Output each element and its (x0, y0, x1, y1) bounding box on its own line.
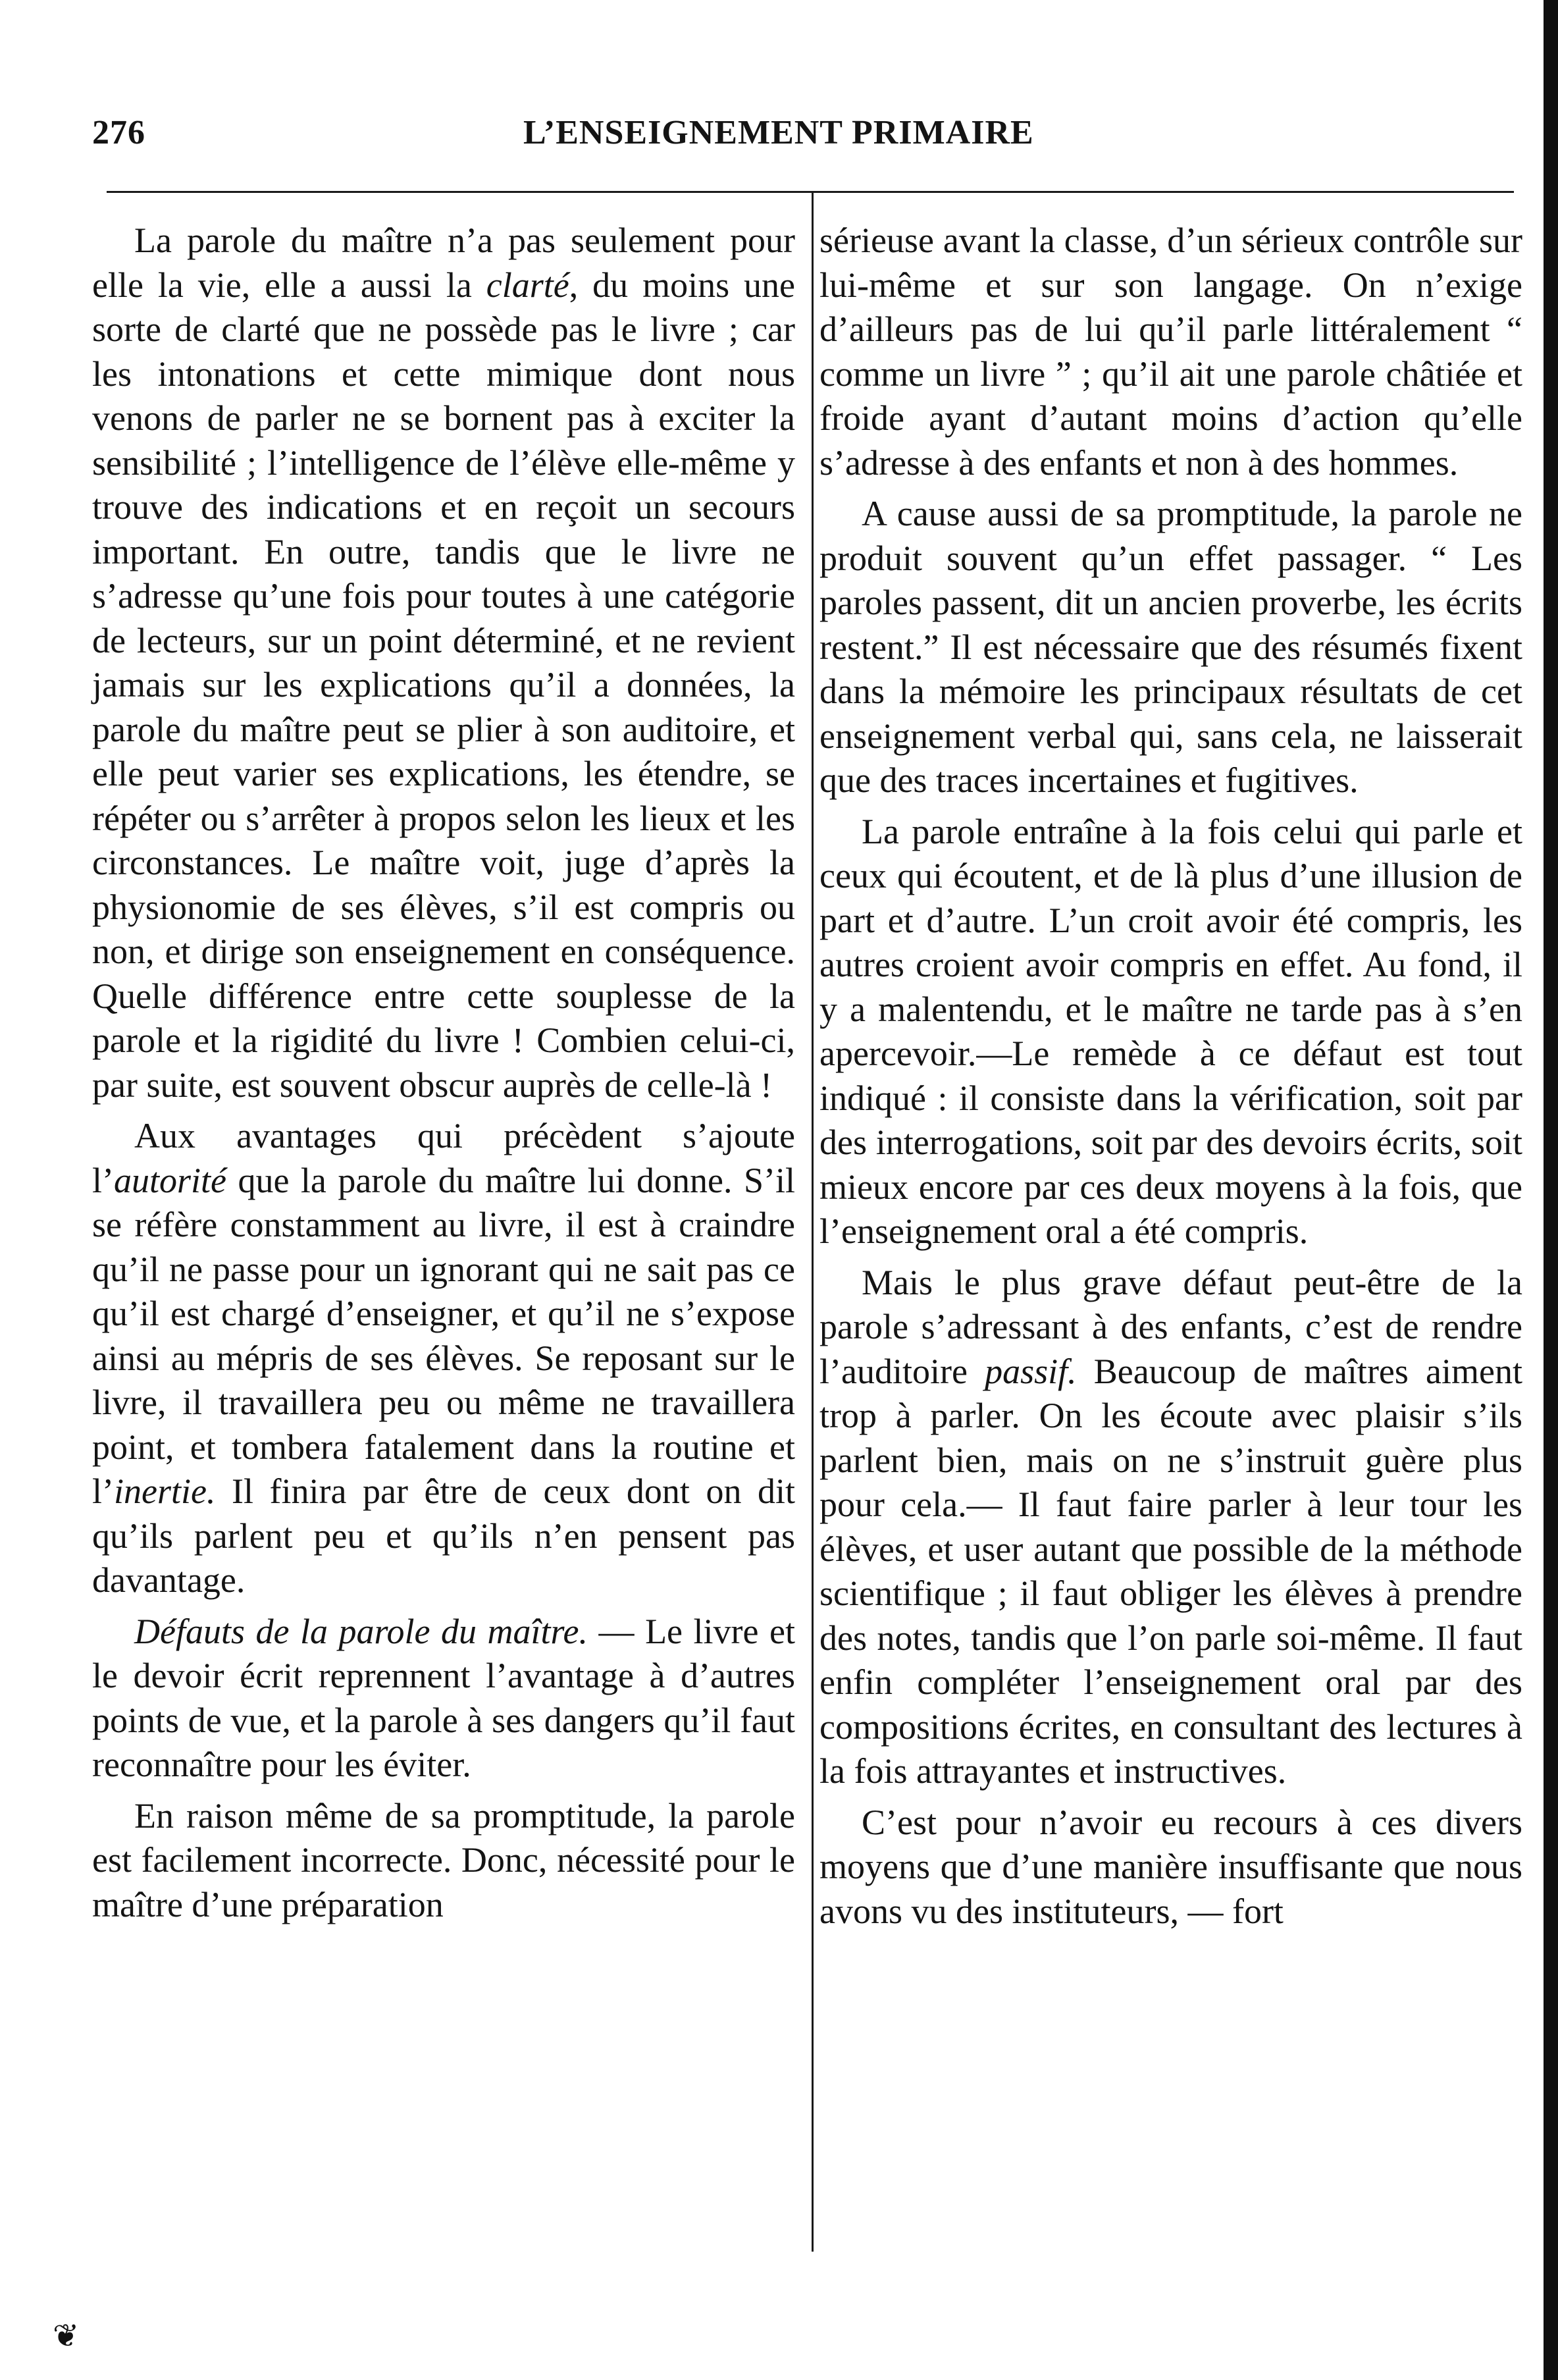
header-rule (107, 191, 1514, 193)
column-divider (812, 191, 814, 2252)
emphasis-clarte: clarté (486, 265, 569, 305)
running-title: L’ENSEIGNEMENT PRIMAIRE (523, 114, 1034, 151)
section-heading-defauts: Défauts de la parole du maître. (134, 1611, 588, 1651)
right-column (819, 219, 1522, 1934)
paragraph-effet-passager: A cause aussi de sa promptitude, la parole ne produit souvent qu’un effet passager. “ Les paroles passent, dit un ancien proverbe, les écrits restent.” Il est nécessaire que des résumés fixent dans la mémoire les principaux résultats de cet enseignement verbal qui, sans cela, ne laisserait que des traces incertaines et fugitives. (819, 494, 1522, 800)
paragraph-continuation: sérieuse avant la classe, d’un sérieux contrôle sur lui-même et sur son langage. On n’exige d’ailleurs pas de lui qu’il parle littéralement “ comme un livre ” ; qu’il ait une parole châtiée et froide ayant d’autant moins d’action qu’elle s’adresse à des enfants et non à des hommes. (819, 221, 1522, 483)
paragraph-illusion: La parole entraîne à la fois celui qui parle et ceux qui écoutent, et de là plus d’une illusion de part et d’autre. L’un croit avoir été compris, les autres croient avoir compris en effet. Au fond, il y a malentendu, et le maître ne tarde pas à s’en apercevoir.—Le remède à ce défaut est tout indiqué : il consiste dans la vérification, soit par des interrogations, soit par des devoirs écrits, soit mieux encore par ces deux moyens à la fois, que l’enseignement oral a été compris. (819, 811, 1522, 1251)
paragraph-passif: Mais le plus grave défaut peut-être de la parole s’adressant à des enfants, c’est de rendre l’auditoire passif. Beaucoup de maîtres aiment trop à parler. On les écoute avec plaisir s’ils parlent bien, mais on ne s’instruit guère plus pour cela.— Il faut faire parler à leur tour les élèves, et user autant que possible de la méthode scientifique ; il faut obliger les élèves à prendre des notes, tandis que l’on parle soi-même. Il faut enfin compléter l’enseignement oral par des compositions écrites, en consultant des lectures à la fois attrayantes et instructives. (819, 1262, 1522, 1791)
paragraph-insuffisante: C’est pour n’avoir eu recours à ces divers moyens que d’une manière insuffisante que nous avons vu des instituteurs, — fort (819, 1802, 1522, 1931)
emphasis-autorite: autorité (114, 1160, 226, 1200)
emphasis-passif: passif. (985, 1351, 1077, 1391)
emphasis-inertie: inertie. (114, 1471, 216, 1511)
paragraph-promptitude: En raison même de sa promptitude, la parole est facilement incorrecte. Donc, nécessité pour le maître d’une préparation (92, 1795, 795, 1924)
left-column (92, 219, 795, 1927)
paragraph-autorite: Aux avantages qui précèdent s’ajoute l’autorité que la parole du maître lui donne. S’il se réfère constamment au livre, il est à craindre qu’il ne passe pour un ignorant qui ne sait pas ce qu’il est chargé d’enseigner, et qu’il ne s’expose ainsi au mépris de ses élèves. Se reposant sur le livre, il travaillera peu ou même ne travaillera point, et tombera fatalement dans la routine et l’inertie. Il finira par être de ceux dont on dit qu’ils parlent peu et qu’ils n’en pensent pas davantage. (92, 1116, 795, 1600)
scan-edge-shadow (1544, 0, 1558, 2380)
ink-blot: ❦ (53, 2319, 80, 2354)
paragraph-clarte: La parole du maître n’a pas seulement pour elle la vie, elle a aussi la clarté, du moins une sorte de clarté que ne possède pas le livre ; car les intonations et cette mimique dont nous venons de parler ne se bornent pas à exciter la sensibilité ; l’intelligence de l’élève elle-même y trouve des indications et en reçoit un secours important. En outre, tandis que le livre ne s’adresse qu’une fois pour toutes à une catégorie de lecteurs, sur un point déterminé, et ne revient jamais sur les explications qu’il a données, la parole du maître peut se plier à son auditoire, et elle peut varier ses explications, les étendre, se répéter ou s’arrêter à propos selon les lieux et les circonstances. Le maître voit, juge d’après la physionomie de ses élèves, s’il est compris ou non, et dirige son enseignement en conséquence. Quelle différence entre cette souplesse de la parole et la rigidité du livre ! Combien celui-ci, par suite, est souvent obscur auprès de celle-là ! (92, 221, 796, 1105)
page-number: 276 (92, 114, 145, 151)
paragraph-defauts: Défauts de la parole du maître. — Le livre et le devoir écrit reprennent l’avantage à d’autres points de vue, et la parole à ses dangers qu’il faut reconnaître pour les éviter. (92, 1611, 795, 1784)
page-header (92, 113, 1096, 159)
